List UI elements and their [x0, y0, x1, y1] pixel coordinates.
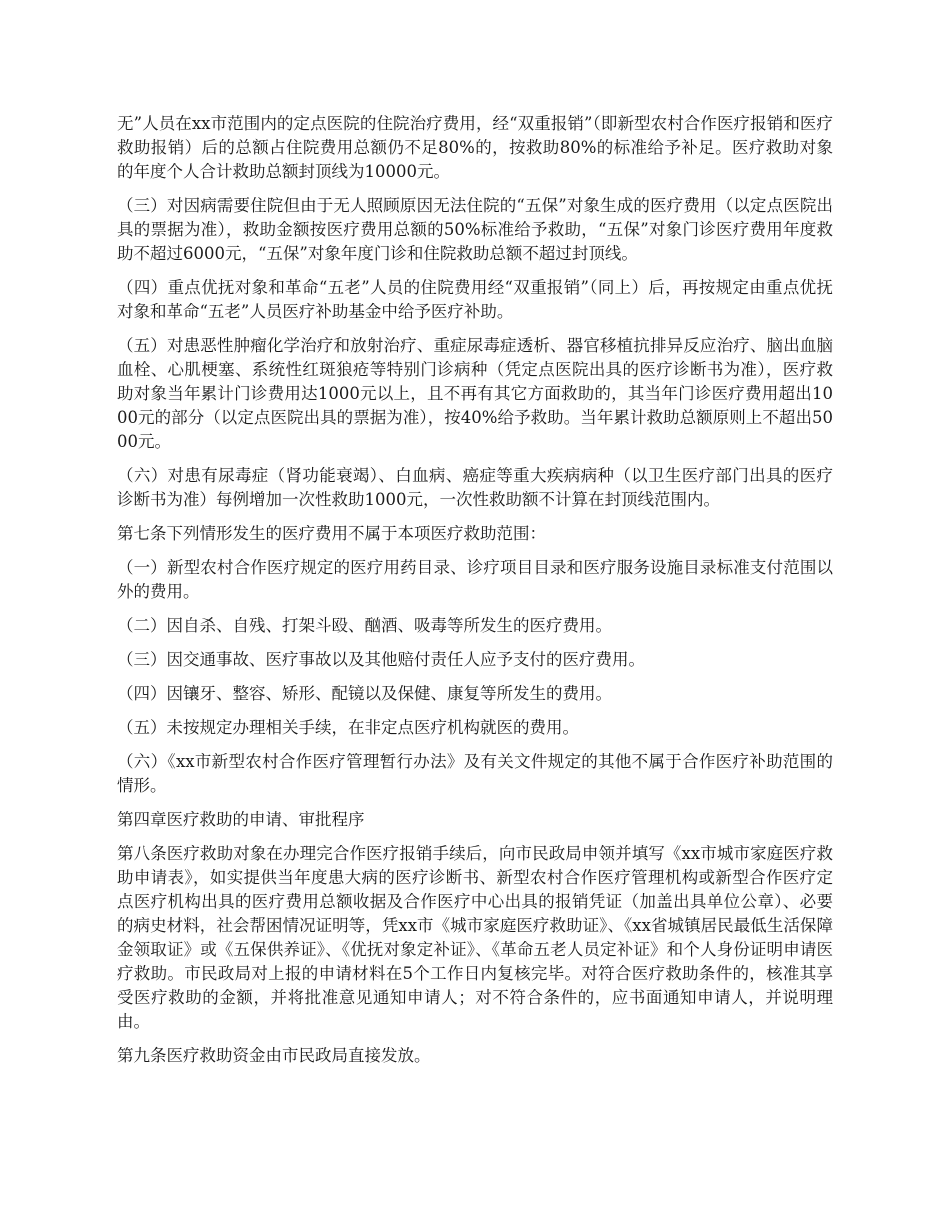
- paragraph-item-3: （三）对因病需要住院但由于无人照顾原因无法住院的“五保”对象生成的医疗费用（以定点医院出具的票据为准），救助金额按医疗费用总额的50%标准给予救助，“五保”对象门诊医疗费用年度救助不超过6000元，“五保”对象年度门诊和住院救助总额不超过封顶线。: [117, 196, 833, 263]
- article-7-heading: 第七条下列情形发生的医疗费用不属于本项医疗救助范围：: [117, 524, 546, 543]
- paragraph-hospitalization-subsidy: 无”人员在xx市范围内的定点医院的住院治疗费用，经“双重报销”（即新型农村合作医疗报销和医疗救助报销）后的总额占住院费用总额仍不足80%的，按救助80%的标准给予补足。医疗救助对象的年度个人合计救助总额封顶线为10000元。: [117, 114, 833, 181]
- exclusion-item-2: （二）因自杀、自残、打架斗殴、酗酒、吸毒等所发生的医疗费用。: [117, 616, 612, 635]
- exclusion-item-6: （六）《xx市新型农村合作医疗管理暂行办法》及有关文件规定的其他不属于合作医疗补助范围的情形。: [117, 752, 833, 795]
- paragraph-item-5: （五）对患恶性肿瘤化学治疗和放射治疗、重症尿毒症透析、器官移植抗排异反应治疗、脑出血脑血栓、心肌梗塞、系统性红斑狼疮等特别门诊病种（凭定点医院出具的医疗诊断书为准），医疗救助对象当年累计门诊费用达1000元以上，且不再有其它方面救助的，其当年门诊医疗费用超出1000元的部分（以定点医院出具的票据为准），按40%给予救助。当年累计救助总额原则上不超出5000元。: [117, 336, 833, 451]
- article-8: 第八条医疗救助对象在办理完合作医疗报销手续后，向市民政局申领并填写《xx市城市家庭医疗救助申请表》，如实提供当年度患大病的医疗诊断书、新型农村合作医疗管理机构或新型合作医疗定点医疗机构出具的医疗费用总额收据及合作医疗中心出具的报销凭证（加盖出具单位公章）、必要的病史材料，社会帮困情况证明等，凭xx市《城市家庭医疗救助证》、《xx省城镇居民最低生活保障金领取证》或《五保供养证》、《优抚对象定补证》、《革命五老人员定补证》和个人身份证明申请医疗救助。市民政局对上报的申请材料在5个工作日内复核完毕。对符合医疗救助条件的，核准其享受医疗救助的金额，并将批准意见通知申请人；对不符合条件的，应书面通知申请人，并说明理由。: [117, 844, 833, 1031]
- exclusion-item-5: （五）未按规定办理相关手续，在非定点医疗机构就医的费用。: [117, 718, 579, 737]
- paragraph-item-4: （四）重点优抚对象和革命“五老”人员的住院费用经“双重报销”（同上）后，再按规定由重点优抚对象和革命“五老”人员医疗补助基金中给予医疗补助。: [117, 278, 833, 321]
- chapter-4-heading: 第四章医疗救助的申请、审批程序: [117, 810, 365, 829]
- article-9: 第九条医疗救助资金由市民政局直接发放。: [117, 1046, 431, 1065]
- paragraph-item-6: （六）对患有尿毒症（肾功能衰竭）、白血病、癌症等重大疾病病种（以卫生医疗部门出具的医疗诊断书为准）每例增加一次性救助1000元，一次性救助额不计算在封顶线范围内。: [117, 466, 833, 509]
- exclusion-item-1: （一）新型农村合作医疗规定的医疗用药目录、诊疗项目目录和医疗服务设施目录标准支付范围以外的费用。: [117, 558, 833, 601]
- exclusion-item-4: （四）因镶牙、整容、矫形、配镜以及保健、康复等所发生的费用。: [117, 684, 612, 703]
- exclusion-item-3: （三）因交通事故、医疗事故以及其他赔付责任人应予支付的医疗费用。: [117, 650, 645, 669]
